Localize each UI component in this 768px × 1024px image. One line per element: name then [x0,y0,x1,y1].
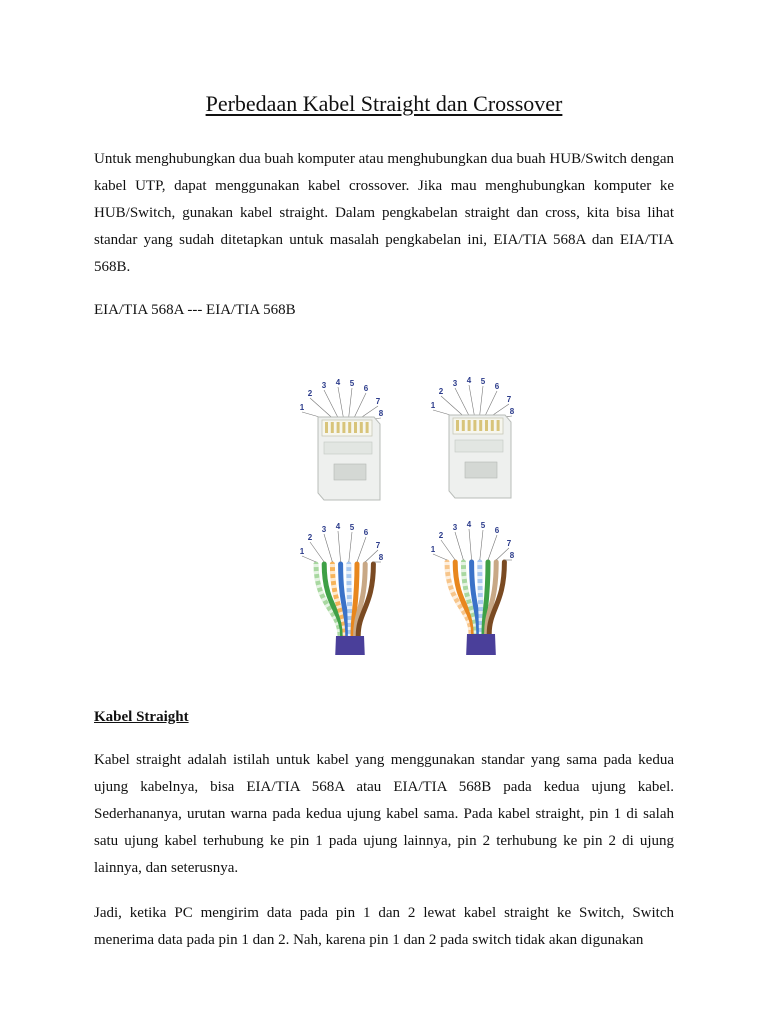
a-contact-2 [331,422,334,433]
a-lead-line-3 [324,390,339,420]
a-pin-label-4: 4 [335,378,341,387]
b-pin-label-2: 2 [438,387,444,396]
a-pin-label-1: 1 [299,547,305,556]
b-wire-lead-6 [488,535,497,560]
b-pin-label-6: 6 [494,382,500,391]
b-wire-lead-2 [441,540,455,560]
b-wire-lead-3 [455,532,463,560]
a-wire-lead-1 [302,556,316,562]
b-pin-label-6: 6 [494,526,500,535]
a-contact-block [322,420,372,436]
kabel-straight-paragraph: Kabel straight adalah istilah untuk kabel yang menggunakan standar yang sama pada kedua ujung kabelnya, bisa EIA/TIA 568A atau EIA/TIA 568B pada kedua ujung kabel. Sederhananya, urutan warna pada kedua ujung kabel sama. Pada kabel straight, pin 1 di salah satu ujung kabel terhubung ke pin 1 pada ujung lainnya, pin 2 terhubung ke pin 2 di ujung lainnya, dan seterusnya. [94,752,674,876]
a-contact-1 [325,422,328,433]
a-wire-lead-7 [365,550,378,562]
a-contact-3 [337,422,340,433]
a-pin-label-4: 4 [335,522,341,531]
b-contact-1 [456,420,459,431]
b-pin-label-4: 4 [466,520,472,529]
a-pin-label-3: 3 [321,525,327,534]
b-pin-label-3: 3 [452,523,458,532]
a-pin-label-7: 7 [375,541,381,550]
a-pin-label-1: 1 [299,403,305,412]
rj45-pinout-illustration [295,370,525,655]
a-wire-lead-6 [357,537,366,562]
a-lead-line-6 [353,393,366,420]
a-contact-6 [354,422,357,433]
a-lead-line-4 [338,387,344,420]
a-wire-lead-3 [324,534,332,562]
a-cable-jacket [334,636,366,655]
b-wire-lead-4 [469,529,472,560]
a-lead-line-5 [348,388,352,420]
b-pin-label-2: 2 [438,531,444,540]
a-wire-lead-5 [349,532,352,562]
b-pin-label-1: 1 [430,545,436,554]
b-cable-jacket [465,634,497,655]
a-contact-5 [348,422,351,433]
b-contact-6 [485,420,488,431]
jadi-paragraph: Jadi, ketika PC mengirim data pada pin 1 dan 2 lewat kabel straight ke Switch, Switch menerima data pada pin 1 dan 2. Nah, karena pin 1 dan 2 pada switch tidak akan digunakan [94,905,674,948]
page-title: Perbedaan Kabel Straight dan Crossover [205,91,563,116]
b-lead-line-5 [479,386,483,418]
a-latch-upper [324,442,372,454]
a-pin-label-6: 6 [363,384,369,393]
b-pin-label-3: 3 [452,379,458,388]
b-lead-line-4 [469,385,475,418]
a-pin-label-5: 5 [349,523,355,532]
a-pin-label-8: 8 [378,409,384,418]
a-latch-lower [334,464,366,480]
rj45-pinout-figure [295,370,525,655]
intro-paragraph: Untuk menghubungkan dua buah komputer atau menghubungkan dua buah HUB/Switch dengan kabel UTP, dapat menggunakan kabel crossover. Jika mau menghubungkan komputer ke HUB/Switch, gunakan kabel straight. Dalam pengkabelan straight dan cross, kita bisa lihat standar yang sudah ditetapkan untuk masalah pengkabelan ini, EIA/TIA 568A dan EIA/TIA 568B. [94,151,674,275]
a-pin-label-5: 5 [349,379,355,388]
b-contact-3 [468,420,471,431]
a-pin-label-2: 2 [307,533,313,542]
b-contact-8 [497,420,500,431]
b-latch-lower [465,462,497,478]
b-contact-7 [491,420,494,431]
b-pin-label-7: 7 [506,395,512,404]
b-contact-2 [462,420,465,431]
a-contact-7 [360,422,363,433]
a-pin-label-7: 7 [375,397,381,406]
b-wire-lead-7 [496,548,509,560]
standards-line: EIA/TIA 568A --- EIA/TIA 568B [94,302,296,318]
b-contact-block [453,418,503,434]
b-wire-lead-5 [480,530,483,560]
b-lead-line-3 [455,388,470,418]
a-wire-lead-4 [338,531,341,562]
a-contact-8 [366,422,369,433]
b-wire-lead-1 [433,554,447,560]
a-pin-label-8: 8 [378,553,384,562]
b-pin-label-5: 5 [480,377,486,386]
b-contact-4 [473,420,476,431]
a-pin-label-6: 6 [363,528,369,537]
b-pin-label-4: 4 [466,376,472,385]
a-wire-lead-2 [310,542,324,562]
b-latch-upper [455,440,503,452]
a-pin-label-2: 2 [307,389,313,398]
b-pin-label-8: 8 [509,551,515,560]
b-pin-label-7: 7 [506,539,512,548]
b-pin-label-1: 1 [430,401,436,410]
b-pin-label-8: 8 [509,407,515,416]
a-contact-4 [342,422,345,433]
section-heading-kabel-straight: Kabel Straight [94,709,189,725]
a-pin-label-3: 3 [321,381,327,390]
b-pin-label-5: 5 [480,521,486,530]
b-contact-5 [479,420,482,431]
b-lead-line-6 [484,391,497,418]
